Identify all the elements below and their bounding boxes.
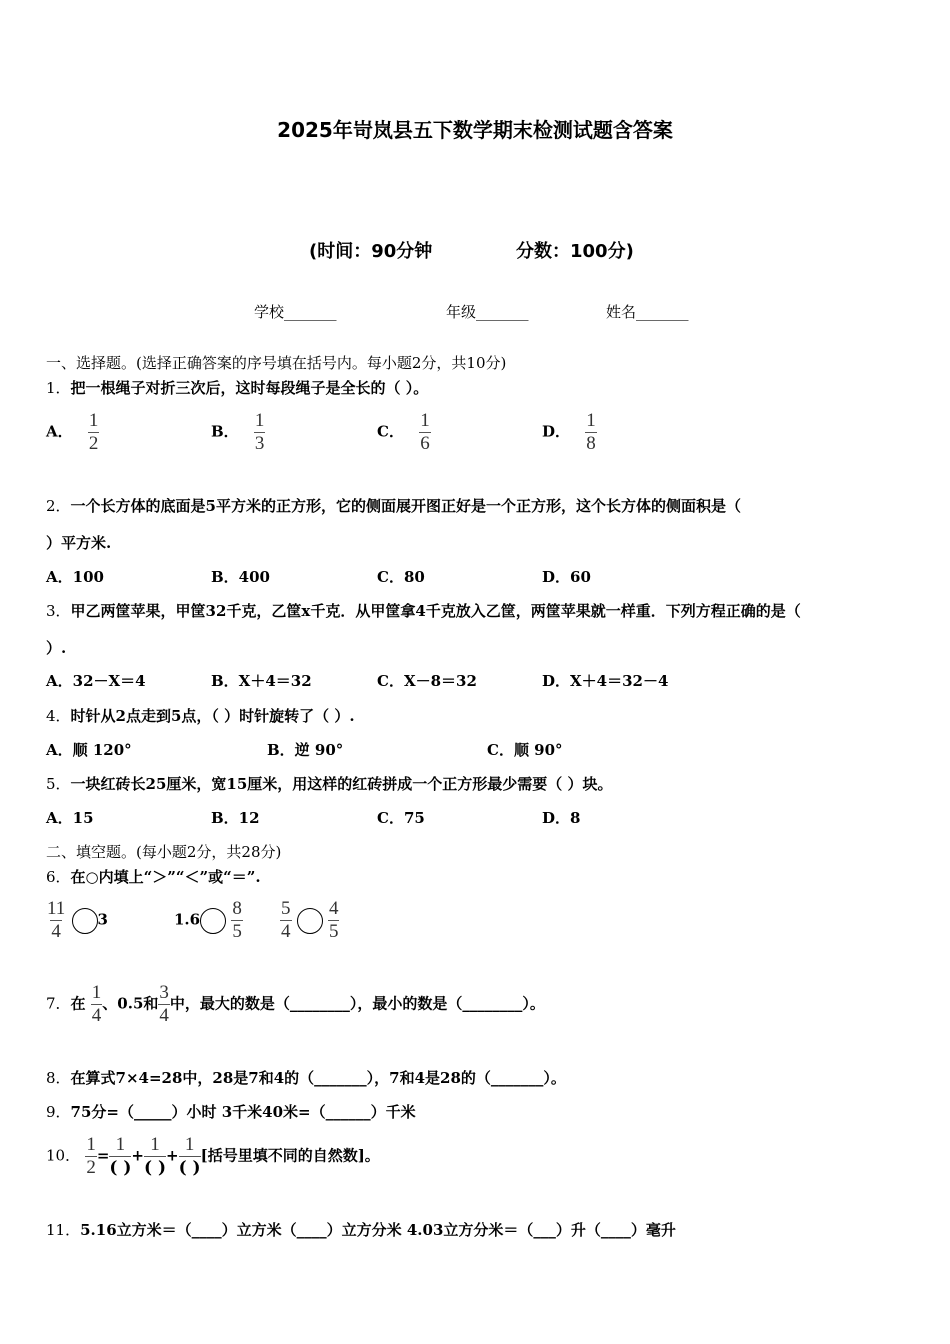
fraction: $\frac{1}{2}$ [86,1134,96,1178]
question-text: 5.16立方米＝（____）立方米（____）立方分米 4.03立方分米＝（___）升（____）毫升 [80,1221,676,1239]
option-label: D． [542,422,571,441]
blank-fraction: 1 ( ) [178,1134,201,1178]
fraction: $\frac{1}{2}$ [88,410,99,454]
question-4 [46,705,355,726]
question-text: [括号里填不同的自然数]。 [200,1146,380,1165]
q3-option-d: D．X＋4＝32－4 [542,672,669,690]
question-number: 9． [46,1103,71,1121]
compare-circle[interactable] [200,908,226,934]
question-11 [46,1219,676,1240]
question-number: 1． [46,379,71,397]
q3-option-b: B．X＋4＝32 [211,672,312,690]
question-text: 在○内填上“＞”“＜”或“＝”. [70,868,261,886]
q6-item-1 [46,898,108,943]
question-number: 11． [46,1221,81,1239]
section-heading-choice: 一、选择题。(选择正确答案的序号填在括号内。每小题2分，共10分) [46,354,507,372]
fraction: $\frac{4}{5}$ [328,898,339,942]
question-8 [46,1067,566,1088]
question-text: 把一根绳子对折三次后，这时每段绳子是全长的（ ）。 [70,379,429,397]
question-number: 4． [46,707,71,725]
q6-item-2 [174,898,243,943]
equals-sign: = [96,1146,110,1165]
q6-item-3 [280,898,339,943]
q4-option-a: A．顺 120° [46,741,132,759]
q3-option-a: A．32－X＝4 [46,672,146,690]
question-6 [46,866,261,887]
q1-option-b [211,410,265,455]
fraction: $\frac{8}{5}$ [232,898,242,942]
q1-option-a [46,410,99,455]
q2-option-c: C．80 [377,568,425,586]
q2-option-a: A．100 [46,568,104,586]
q4-option-b: B．逆 90° [267,741,344,759]
question-number: 10． [46,1146,81,1165]
fraction: $\frac{1}{8}$ [586,410,596,454]
compare-value: 1.6 [174,910,201,929]
section-heading-fill: 二、填空题。(每小题2分，共28分) [46,843,282,861]
compare-value: 3 [97,910,108,929]
compare-circle[interactable] [297,908,323,934]
name-field: 姓名_______ [606,303,689,321]
question-text: 75分=（_____）小时 3千米40米=（______）千米 [70,1103,416,1121]
fraction: $\frac{5}{4}$ [281,898,291,942]
blank-fraction: 1 ( ) [144,1134,167,1178]
question-5 [46,773,613,794]
question-text: 在算式7×4=28中，28是7和4的（_______），7和4是28的（_______）。 [70,1069,566,1087]
question-number: 8． [46,1069,71,1087]
question-text: 一块红砖长25厘米，宽15厘米，用这样的红砖拼成一个正方形最少需要（ ）块。 [70,775,613,793]
fraction: $\frac{1}{6}$ [420,410,430,454]
question-number: 7． [46,994,71,1013]
exam-time: (时间：90分钟 [309,241,433,262]
fraction: $\frac{11}{4}$ [47,898,66,942]
q2-option-b: B．400 [211,568,270,586]
blank-fraction: 1 ( ) [109,1134,132,1178]
fraction: $\frac{3}{4}$ [159,982,169,1026]
compare-circle[interactable] [72,908,98,934]
question-2 [46,495,741,516]
question-2-cont: ）平方米. [46,534,112,552]
question-number: 6． [46,868,71,886]
q1-option-d [542,410,597,455]
school-field: 学校_______ [254,303,337,321]
question-text: 、0.5和 [102,994,159,1013]
question-number: 3． [46,602,71,620]
question-7 [46,982,545,1027]
q2-option-d: D．60 [542,568,591,586]
page-title: 2025年岢岚县五下数学期末检测试题含答案 [277,118,673,142]
question-9 [46,1101,416,1122]
question-text: 在 [70,994,86,1013]
q4-option-c: C．顺 90° [487,741,563,759]
q5-option-c: C．75 [377,809,425,827]
q5-option-b: B．12 [211,809,260,827]
question-1 [46,377,428,398]
q5-option-d: D．8 [542,809,581,827]
q5-option-a: A．15 [46,809,94,827]
q1-option-c [377,410,431,455]
q3-option-c: C．X－8＝32 [377,672,477,690]
plus-sign: + [166,1146,179,1165]
plus-sign: + [131,1146,144,1165]
question-text: 一个长方体的底面是5平方米的正方形，它的侧面展开图正好是一个正方形，这个长方体的侧面积是（ [70,497,741,515]
grade-field: 年级_______ [446,303,529,321]
question-number: 5． [46,775,71,793]
option-label: C． [377,422,404,441]
question-text: 甲乙两筐苹果，甲筐32千克，乙筐x千克．从甲筐拿4千克放入乙筐，两筐苹果就一样重．下列方程正确的是（ [70,602,801,620]
question-10 [46,1134,380,1179]
fraction: $\frac{1}{3}$ [254,410,265,454]
fraction: $\frac{1}{4}$ [91,982,102,1026]
option-label: B． [211,422,239,441]
question-text: 时针从2点走到5点，（ ）时针旋转了（ ）. [70,707,355,725]
question-text: 中，最大的数是（________），最小的数是（________）。 [169,994,545,1013]
question-number: 2． [46,497,71,515]
exam-score: 分数：100分) [516,241,634,262]
question-3 [46,600,801,621]
option-label: A． [46,422,73,441]
question-3-cont: ）. [46,639,67,657]
